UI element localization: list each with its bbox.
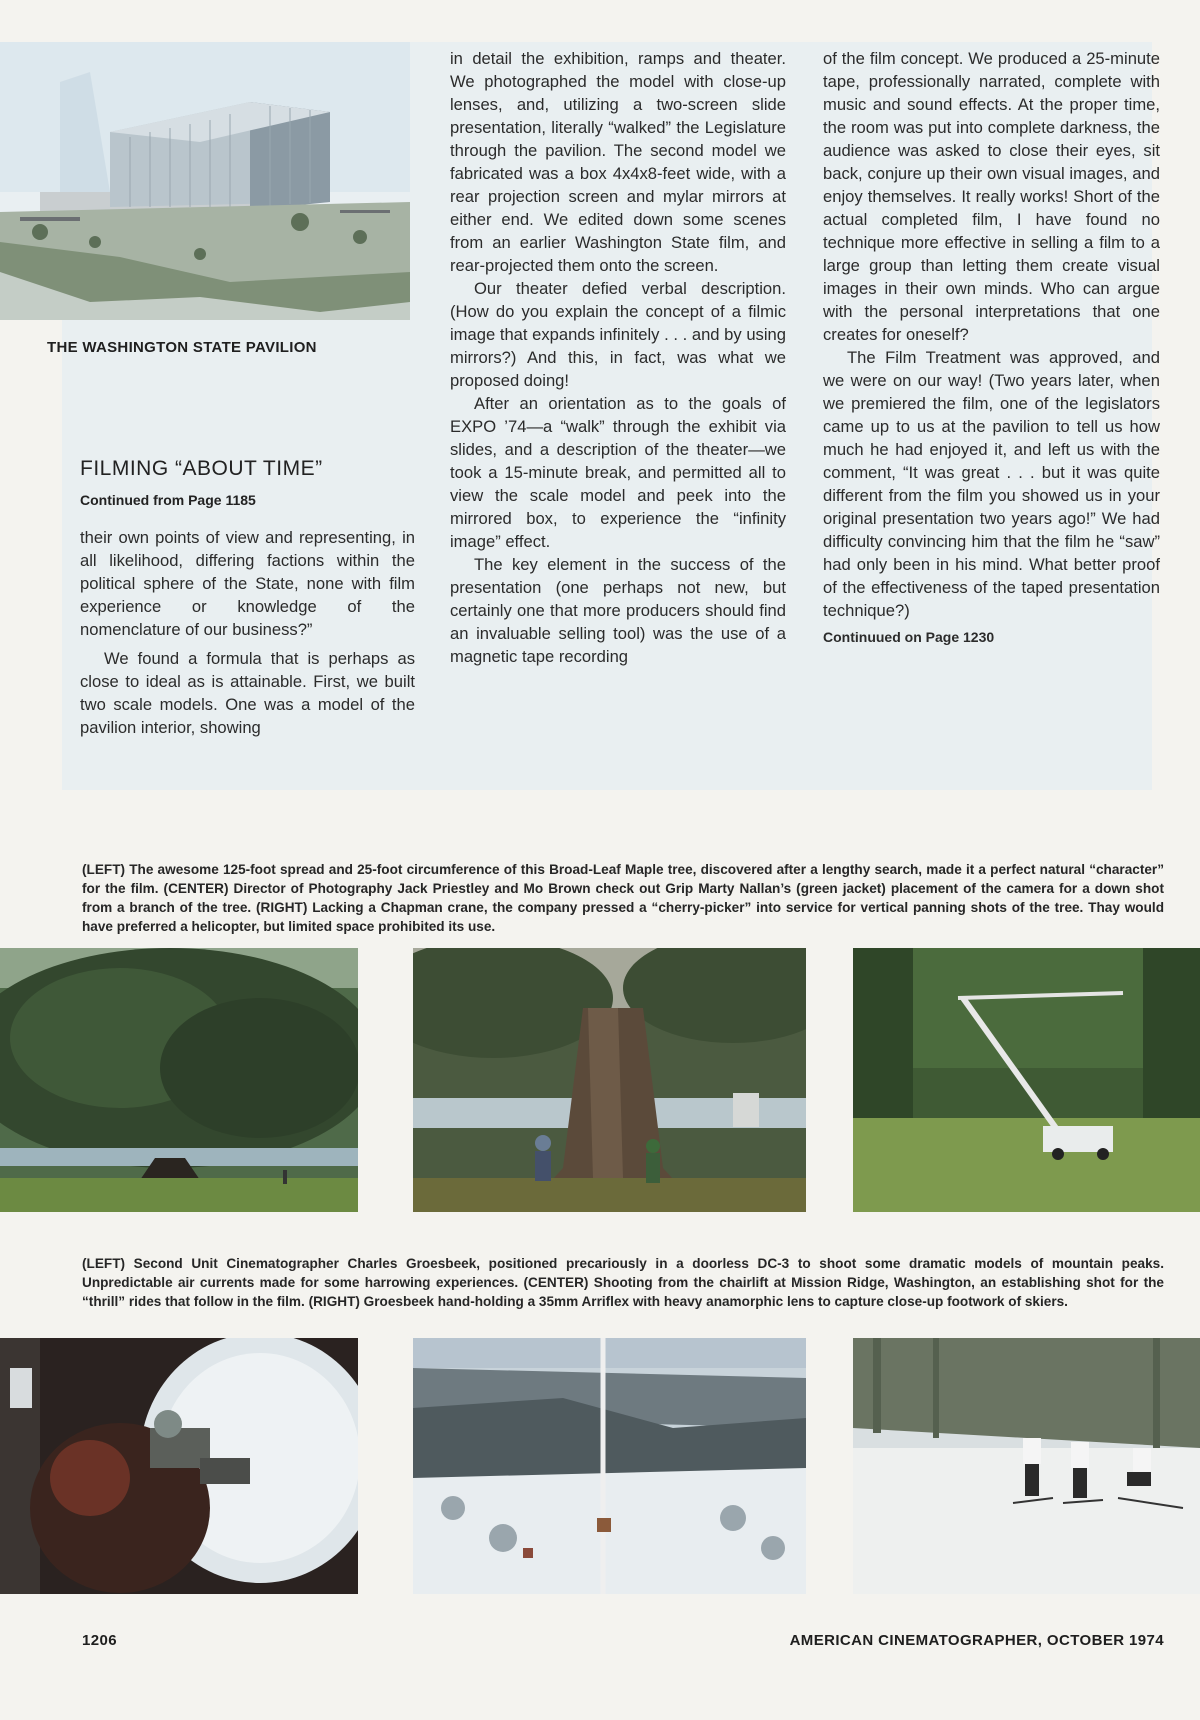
article-title: FILMING “ABOUT TIME” bbox=[80, 457, 323, 480]
chairlift-photo bbox=[413, 1338, 806, 1594]
photo-row-2-caption: (LEFT) Second Unit Cinematographer Charles Groesbeek, positioned precariously in a doorless DC-3 to shoot some dramatic models of mountain peaks. Unpredictable air currents made for some harrowing experiences. (CENTER) Shooting from the chairlift at Mission Ridge, Washington, an establishing shot for the “thrill” rides that follow in the film. (RIGHT) Groesbeek hand-holding a 35mm Arriflex with heavy anamorphic lens to capture close-up footwork of skiers. bbox=[82, 1256, 1164, 1309]
continued-from-note: Continued from Page 1185 bbox=[80, 492, 256, 508]
paragraph: Our theater defied verbal description. (How do you explain the concept of a filmic image that expands infinitely . . . and by using mirrors?) And this, in fact, was what we proposed doing! bbox=[450, 279, 786, 390]
pavilion-illustration bbox=[0, 42, 410, 320]
paragraph: in detail the exhibition, ramps and theater. We photographed the model with close-up lenses, and, utilizing a two-screen slide presentation, literally “walked” the Legislature through the pavilion. The second model we fabricated was a box 4x4x8-feet wide, with a rear projection screen and mylar mirrors at either end. We edited down some scenes from an earlier Washington State film, and rear-projected them onto the screen. bbox=[450, 49, 786, 275]
page-number: 1206 bbox=[82, 1632, 117, 1649]
article-column-2 bbox=[450, 47, 786, 668]
pavilion-caption: THE WASHINGTON STATE PAVILION bbox=[47, 339, 317, 356]
paragraph: The Film Treatment was approved, and we were on our way! (Two years later, when we premiered the film, one of the legislators came up to us at the pavilion to tell us how much he had enjoyed it, and left us with the comment, “It was great . . . but it was quite different from the film you showed us in your original presentation two years ago!” We had difficulty convincing him that the film he “saw” had only been in his mind. What better proof of the effectiveness of the taped presentation technique?) bbox=[823, 348, 1160, 620]
cherry-picker-photo bbox=[853, 948, 1200, 1212]
paragraph: The key element in the success of the presentation (one perhaps not new, but certainly one that more producers should find an invaluable selling tool) was the use of a magnetic tape recording bbox=[450, 555, 786, 666]
paragraph: of the film concept. We produced a 25-minute tape, professionally narrated, complete with music and sound effects. At the proper time, the room was put into complete darkness, the audience was asked to close their eyes, sit back, conjure up their own visual images, and enjoy themselves. It really works! Short of the actual completed film, I have found no technique more effective in selling a film to a large group than letting them create visual images in their own minds. Who can argue with the personal interpretations that one creates for oneself? bbox=[823, 49, 1160, 344]
paragraph: After an orientation as to the goals of EXPO ’74—a “walk” through the exhibit via slides, and a description of the theater—we took a 15-minute break, and permitted all to view the scale model and peek into the mirrored box, to experience the “infinity image” effect. bbox=[450, 394, 786, 551]
article-column-3 bbox=[823, 47, 1160, 649]
skiers-photo bbox=[853, 1338, 1200, 1594]
photo-row-1-caption: (LEFT) The awesome 125-foot spread and 25-foot circumference of this Broad-Leaf Maple tree, discovered after a lengthy search, made it a perfect natural “character” for the film. (CENTER) Director of Photography Jack Priestley and Mo Brown check out Grip Marty Nallan’s (green jacket) placement of the camera for a down shot from a branch of the tree. (RIGHT) Lacking a Chapman crane, the company pressed a “cherry-picker” into service for vertical panning shots of the tree. Thay would have preferred a helicopter, but limited space prohibited its use. bbox=[82, 862, 1164, 934]
paragraph: their own points of view and representing, in all likelihood, differing factions within the political sphere of the State, none with film experience or knowledge of the nomenclature of our business?” bbox=[80, 528, 415, 639]
publication-line: AMERICAN CINEMATOGRAPHER, OCTOBER 1974 bbox=[789, 1632, 1164, 1649]
maple-tree-photo bbox=[0, 948, 358, 1212]
paragraph: We found a formula that is perhaps as close to ideal as is attainable. First, we built two scale models. One was a model of the pavilion interior, showing bbox=[80, 649, 415, 737]
continued-on-note: Continuued on Page 1230 bbox=[823, 629, 995, 645]
tree-camera-setup-photo bbox=[413, 948, 806, 1212]
article-column-1 bbox=[80, 526, 415, 739]
dc3-cinematographer-photo bbox=[0, 1338, 358, 1594]
